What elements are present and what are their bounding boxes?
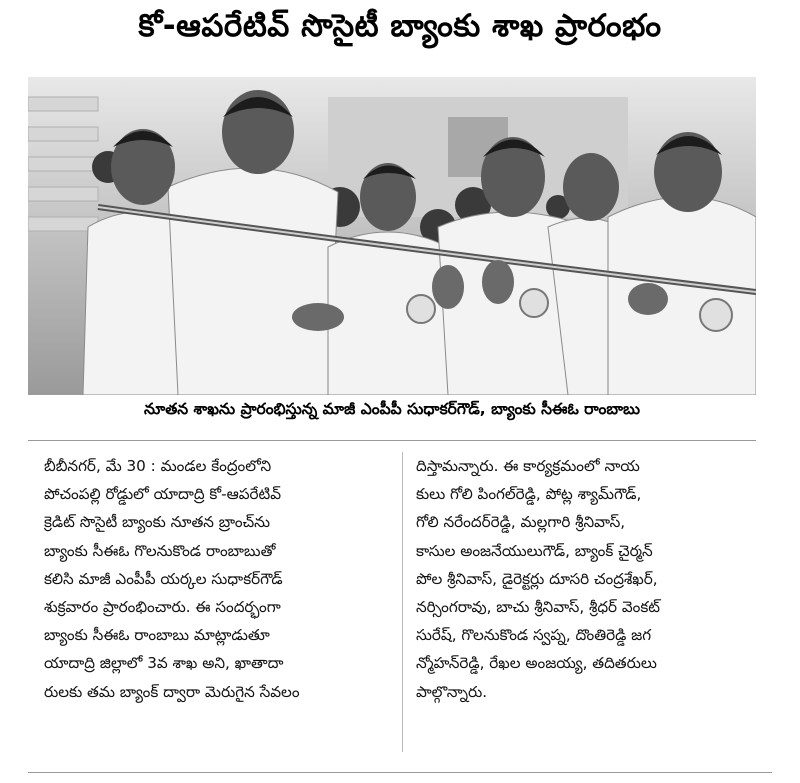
article-headline: కో-ఆపరేటివ్ సొసైటీ బ్యాంకు శాఖ ప్రారంభం <box>138 8 662 44</box>
article-line: క్రెడిట్ సొసైటీ బ్యాంకు నూతన బ్రాంచ్‌ను <box>44 513 271 532</box>
article-line: బ్యాంకు సీఈఓ గొలనుకొండ రాంబాబుతో <box>44 541 276 560</box>
article-line: గోలి నరేందర్‌రెడ్డి, మల్లగారి శ్రీనివాస్, <box>416 513 626 532</box>
article-line: రులకు తమ బ్యాంక్ ద్వారా మెరుగైన సేవలం <box>44 682 300 701</box>
article-column-right <box>416 452 761 706</box>
photo-caption: నూతన శాఖను ప్రారంభిస్తున్న మాజీ ఎంపీపీ సుధాకర్‌గౌడ్, బ్యాంకు సీఈఓ రాంబాబు <box>143 400 641 418</box>
article-line: పోచంపల్లి రోడ్డులో యాదాద్రి కో-ఆపరేటివ్ <box>44 485 282 504</box>
article-line: శుక్రవారం ప్రారంభించారు. ఈ సందర్భంగా <box>44 598 281 617</box>
news-photo <box>28 77 756 395</box>
article-line: బ్యాంకు సీఈఓ రాంబాబు మాట్లాడుతూ <box>44 626 270 645</box>
article-line: బీబీనగర్, మే 30 : మండల కేంద్రంలోని <box>44 457 272 475</box>
bottom-rule <box>28 772 772 773</box>
caption-rule <box>28 440 756 441</box>
article-line: యాదాద్రి జిల్లాలో 3వ శాఖ అని, ఖాతాదా <box>44 654 284 673</box>
article-line: పాల్గొన్నారు. <box>416 682 488 701</box>
article-line: నర్సింగరావు, బాచు శ్రీనివాస్, శ్రీధర్ వెంకట్ <box>416 598 661 617</box>
article-line: సురేష్, గొలనుకొండ స్వప్న, దొంతిరెడ్డి జగ <box>416 626 652 645</box>
article-line: దిస్తామన్నారు. ఈ కార్యక్రమంలో నాయ <box>416 457 640 475</box>
column-divider <box>402 452 403 752</box>
article-column-left <box>44 452 389 706</box>
article-line: న్మోహన్‌రెడ్డి, రేఖల అంజయ్య, తదితరులు <box>416 654 657 673</box>
article-line: కాసుల అంజనేయులుగౌడ్, బ్యాంక్ చైర్మన్ <box>416 541 653 560</box>
article-line: కులు గోలి పింగల్‌రెడ్డి, పోట్ల శ్యామ్‌గౌడ్, <box>416 485 642 504</box>
article-line: కలిసి మాజీ ఎంపీపీ యర్కల సుధాకర్‌గౌడ్ <box>44 569 283 588</box>
article-line: పోల శ్రీనివాస్, డైరెక్టర్లు దూసరి చంద్రశేఖర్, <box>416 569 658 588</box>
